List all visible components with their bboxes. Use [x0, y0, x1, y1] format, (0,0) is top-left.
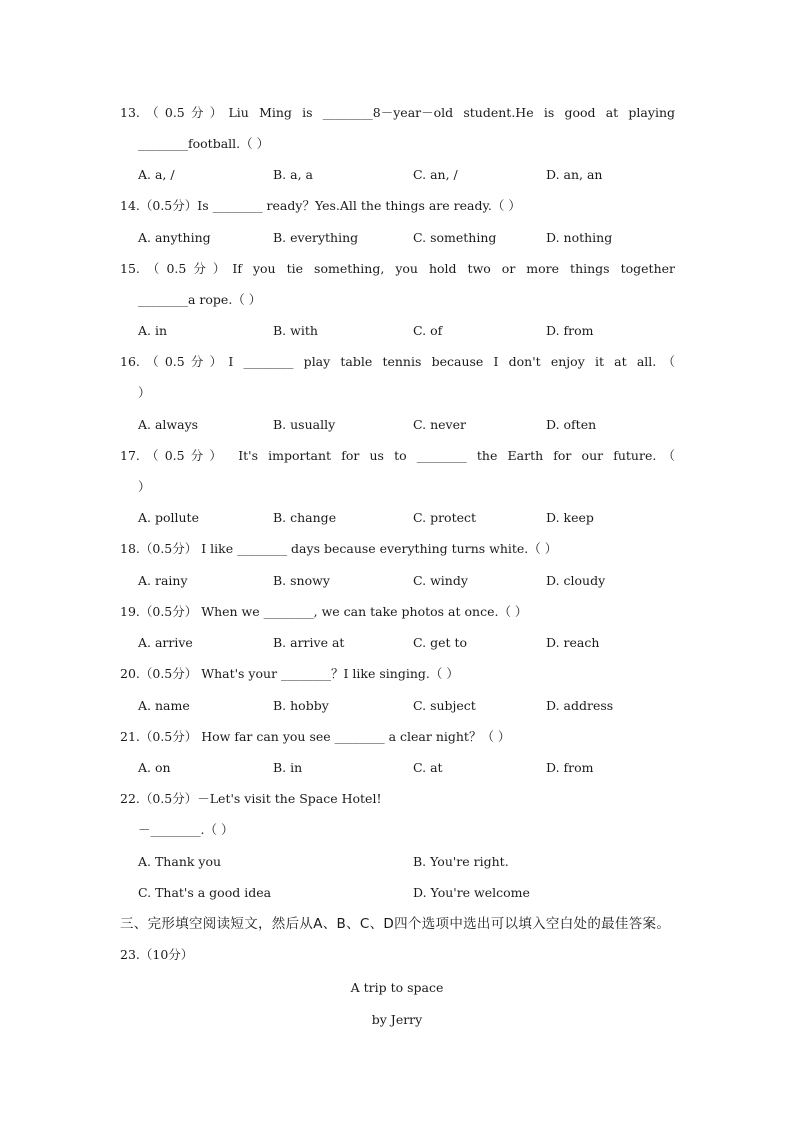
- option-d: D. reach: [546, 635, 600, 650]
- option-d: D. often: [546, 417, 597, 432]
- option-c: C. subject: [413, 698, 476, 713]
- option-b: B. in: [273, 760, 303, 775]
- question-18-options: [138, 573, 675, 589]
- passage-author: by Jerry: [371, 1012, 423, 1027]
- option-c: C. at: [413, 760, 443, 775]
- option-d: D. from: [546, 760, 594, 775]
- question-19-options: [138, 635, 675, 651]
- option-d: D. address: [546, 698, 614, 713]
- option-a: A. always: [138, 417, 199, 432]
- option-b: B. a, a: [273, 167, 313, 182]
- question-18-text: 18.（0.5分） I like ________ days because everything turns white.（ ）: [120, 541, 558, 556]
- question-22-continuation: －________.（ ）: [138, 822, 234, 837]
- option-d: D. from: [546, 323, 594, 338]
- option-c: C. That's a good idea: [138, 885, 272, 900]
- question-16-continuation: ）: [138, 385, 151, 400]
- option-b: B. change: [273, 510, 337, 525]
- option-c: C. of: [413, 323, 443, 338]
- option-a: A. arrive: [138, 635, 193, 650]
- option-d: D. cloudy: [546, 573, 606, 588]
- question-21-text: 21.（0.5分） How far can you see ________ a clear night？（ ）: [120, 729, 511, 744]
- option-b: B. usually: [273, 417, 336, 432]
- question-20-options: [138, 698, 675, 714]
- option-c: C. get to: [413, 635, 468, 650]
- question-20-text: 20.（0.5分） What's your ________？I like singing.（ ）: [120, 666, 459, 681]
- option-b: B. everything: [273, 230, 359, 245]
- option-d: D. keep: [546, 510, 594, 525]
- question-13-continuation: ________football.（ ）: [138, 136, 270, 151]
- option-c: C. an, /: [413, 167, 458, 182]
- option-a: A. a, /: [138, 167, 175, 182]
- option-b: B. hobby: [273, 698, 329, 713]
- option-c: C. windy: [413, 573, 468, 588]
- option-c: C. protect: [413, 510, 477, 525]
- option-d: D. nothing: [546, 230, 613, 245]
- option-b: B. arrive at: [273, 635, 345, 650]
- option-b: B. You're right.: [413, 854, 509, 869]
- question-15-continuation: ________a rope.（ ）: [138, 292, 262, 307]
- option-a: A. rainy: [138, 573, 188, 588]
- question-22-options-row2: [138, 885, 675, 901]
- option-a: A. Thank you: [138, 854, 222, 869]
- option-a: A. name: [138, 698, 190, 713]
- option-d: D. You're welcome: [413, 885, 530, 900]
- question-17-options: [138, 510, 675, 526]
- option-a: A. on: [138, 760, 171, 775]
- question-17-text: 17.（0.5分） It's important for us to ________ the Earth for our future.（: [120, 448, 675, 463]
- option-c: C. never: [413, 417, 466, 432]
- option-b: B. snowy: [273, 573, 330, 588]
- section-3-heading: 三、完形填空阅读短文，然后从A、B、C、D四个选项中选出可以填入空白处的最佳答案。: [120, 916, 671, 932]
- question-14-options: [138, 230, 675, 246]
- passage-title: A trip to space: [350, 980, 444, 995]
- question-22-text: 22.（0.5分）－Let's visit the Space Hotel!: [120, 791, 382, 806]
- question-21-options: [138, 760, 675, 776]
- question-15-text: 15.（0.5分）If you tie something, you hold two or more things together: [120, 261, 675, 276]
- option-a: A. pollute: [138, 510, 199, 525]
- question-14-text: 14.（0.5分）Is ________ ready？Yes.All the things are ready.（ ）: [120, 198, 521, 213]
- question-17-continuation: ）: [138, 479, 151, 494]
- question-16-options: [138, 417, 675, 433]
- option-b: B. with: [273, 323, 318, 338]
- question-16-text: 16.（0.5分）I ________ play table tennis because I don't enjoy it at all.（: [120, 354, 675, 369]
- question-22-options-row1: [138, 854, 675, 870]
- question-15-options: [138, 323, 675, 339]
- question-19-text: 19.（0.5分） When we ________, we can take photos at once.（ ）: [120, 604, 528, 619]
- option-a: A. anything: [138, 230, 211, 245]
- question-23-text: 23.（10分）: [120, 947, 194, 962]
- option-a: A. in: [138, 323, 168, 338]
- option-d: D. an, an: [546, 167, 603, 182]
- option-c: C. something: [413, 230, 497, 245]
- question-13-text: 13.（0.5分）Liu Ming is ________8－year－old student.He is good at playing: [120, 105, 675, 120]
- question-13-options: [138, 167, 675, 183]
